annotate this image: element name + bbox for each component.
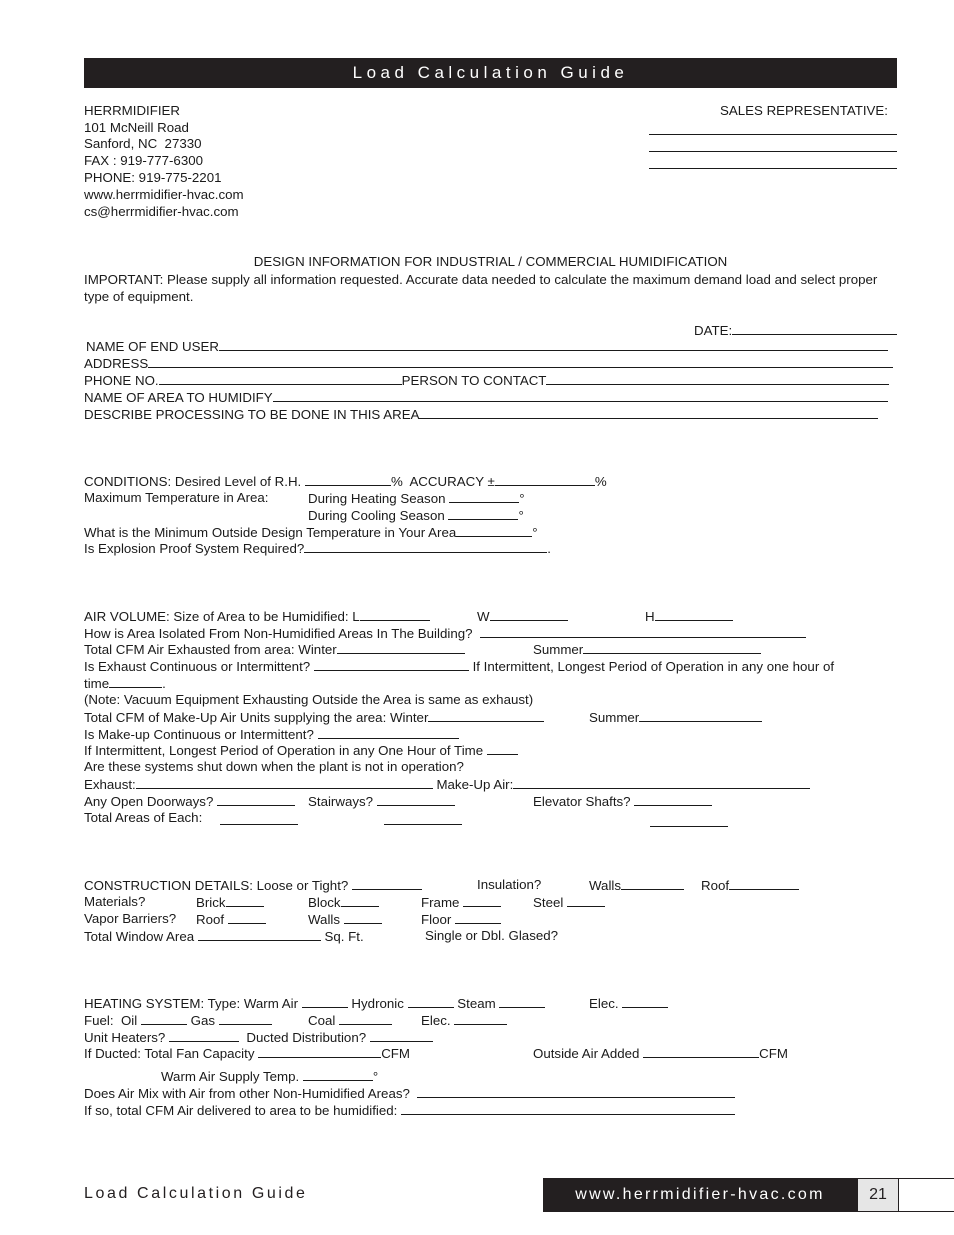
rh-row bbox=[84, 473, 607, 490]
address-field[interactable] bbox=[148, 355, 893, 368]
page-number: 21 bbox=[857, 1178, 899, 1212]
cooling-season-label: During Cooling Season bbox=[308, 508, 445, 523]
footer-title: Load Calculation Guide bbox=[84, 1185, 308, 1202]
if-intermittent2-field[interactable] bbox=[487, 742, 518, 755]
steel-row bbox=[533, 894, 605, 911]
fuel-row bbox=[84, 1012, 272, 1029]
outside-air-label: Outside Air Added bbox=[533, 1046, 640, 1061]
sales-rep-label: SALES REPRESENTATIVE: bbox=[720, 103, 888, 118]
end-user-label: NAME OF END USER bbox=[86, 339, 219, 354]
if-intermittent-label: If Intermittent, Longest Period of Operation in any one hour of bbox=[472, 659, 835, 674]
cooling-season-field[interactable] bbox=[448, 507, 518, 520]
if-so-field[interactable] bbox=[401, 1102, 735, 1115]
rh-label: CONDITIONS: Desired Level of R.H. bbox=[84, 474, 302, 489]
fuel-oil-field[interactable] bbox=[141, 1012, 187, 1025]
total-area-stairways-field[interactable] bbox=[384, 812, 462, 825]
supply-temp-field[interactable] bbox=[303, 1068, 373, 1081]
if-intermittent2-label: If Intermittent, Longest Period of Operation in any One Hour of Time bbox=[84, 743, 484, 758]
steel-label: Steel bbox=[533, 895, 564, 910]
steel-field[interactable] bbox=[567, 894, 605, 907]
exhaust-field[interactable] bbox=[136, 776, 433, 789]
vapor-walls-field[interactable] bbox=[344, 911, 382, 924]
cfm-exhausted-summer-label: Summer bbox=[533, 642, 584, 657]
insulation-label: Insulation? bbox=[477, 877, 542, 892]
footer-rule-bottom bbox=[897, 1211, 954, 1212]
fuel-coal-label: Coal bbox=[308, 1013, 336, 1028]
window-field[interactable] bbox=[198, 928, 321, 941]
insulation-walls-row bbox=[589, 877, 684, 894]
frame-row bbox=[421, 894, 501, 911]
fuel-oil-label: Fuel: Oil bbox=[84, 1013, 138, 1028]
fan-capacity-label: If Ducted: Total Fan Capacity bbox=[84, 1046, 255, 1061]
time-label: time bbox=[84, 676, 110, 691]
footer-url: www.herrmidifier-hvac.com bbox=[543, 1178, 857, 1212]
vapor-floor-field[interactable] bbox=[455, 911, 501, 924]
rh-pct: % bbox=[390, 474, 403, 489]
explosion-field[interactable] bbox=[304, 540, 547, 553]
frame-label: Frame bbox=[421, 895, 460, 910]
stairways-field[interactable] bbox=[377, 793, 455, 806]
cooling-deg: ° bbox=[518, 508, 524, 523]
fan-capacity-row bbox=[84, 1045, 410, 1062]
phone-row bbox=[84, 372, 889, 389]
makeup-continuous-field[interactable] bbox=[318, 726, 459, 739]
area-name-row bbox=[84, 389, 888, 406]
fan-capacity-field[interactable] bbox=[258, 1045, 381, 1058]
min-outside-label: What is the Minimum Outside Design Temperature in Your Area bbox=[84, 525, 457, 540]
address-label: ADDRESS bbox=[84, 356, 149, 371]
exhaust-continuous-row bbox=[84, 658, 834, 675]
doorways-field[interactable] bbox=[217, 793, 295, 806]
sales-rep-field-2[interactable] bbox=[649, 151, 897, 152]
type-elec-label: Elec. bbox=[589, 996, 619, 1011]
size-h-row bbox=[645, 608, 733, 625]
fuel-elec-field[interactable] bbox=[454, 1012, 507, 1025]
time-period: . bbox=[162, 676, 166, 691]
heating-type-row bbox=[84, 995, 545, 1012]
makeup-summer-row bbox=[589, 709, 762, 726]
elevator-label: Elevator Shafts? bbox=[533, 794, 631, 809]
explosion-row bbox=[84, 540, 551, 557]
makeup-continuous-row bbox=[84, 726, 459, 743]
materials-label: Materials? bbox=[84, 894, 146, 909]
elevator-field[interactable] bbox=[634, 793, 712, 806]
phone-field[interactable] bbox=[159, 372, 402, 385]
stairways-label: Stairways? bbox=[308, 794, 374, 809]
stairways-row bbox=[308, 793, 455, 810]
vapor-label: Vapor Barriers? bbox=[84, 911, 177, 926]
fuel-coal-field[interactable] bbox=[339, 1012, 392, 1025]
total-areas-label: Total Areas of Each: bbox=[84, 810, 203, 825]
fuel-gas-label: Gas bbox=[190, 1013, 215, 1028]
accuracy-label: ACCURACY ± bbox=[409, 474, 495, 489]
size-w-row bbox=[477, 608, 568, 625]
date-label: DATE: bbox=[694, 323, 733, 338]
area-name-field[interactable] bbox=[273, 389, 888, 402]
hydronic-label: Hydronic bbox=[351, 996, 404, 1011]
person-field[interactable] bbox=[546, 372, 889, 385]
window-label: Total Window Area bbox=[84, 929, 195, 944]
design-title: DESIGN INFORMATION FOR INDUSTRIAL / COMMERCIAL HUMIDIFICATION bbox=[253, 254, 728, 269]
makeup-winter-field[interactable] bbox=[428, 709, 544, 722]
vapor-roof-field[interactable] bbox=[228, 911, 266, 924]
exhaust-row bbox=[84, 776, 810, 793]
air-mix-row bbox=[84, 1085, 735, 1102]
doorways-row bbox=[84, 793, 295, 810]
vacuum-note: (Note: Vacuum Equipment Exhausting Outside the Area is same as exhaust) bbox=[84, 692, 534, 707]
heating-type-label: HEATING SYSTEM: Type: Warm Air bbox=[84, 996, 299, 1011]
phone-label: PHONE NO. bbox=[84, 373, 159, 388]
supply-temp-label: Warm Air Supply Temp. bbox=[161, 1069, 300, 1084]
header-title-bar: Load Calculation Guide bbox=[84, 58, 897, 88]
accuracy-field[interactable] bbox=[495, 473, 595, 486]
vapor-floor-label: Floor bbox=[421, 912, 452, 927]
heating-season-label: During Heating Season bbox=[308, 491, 446, 506]
sqft-label: Sq. Ft. bbox=[324, 929, 364, 944]
makeup-summer-field[interactable] bbox=[639, 709, 762, 722]
person-label: PERSON TO CONTACT bbox=[401, 373, 547, 388]
insulation-roof-row bbox=[701, 877, 799, 894]
size-h-label: H bbox=[645, 609, 655, 624]
date-row bbox=[694, 322, 897, 339]
rh-field[interactable] bbox=[305, 473, 391, 486]
processing-field[interactable] bbox=[419, 406, 878, 419]
insulation-walls-field[interactable] bbox=[621, 877, 684, 890]
fan-capacity-cfm: CFM bbox=[381, 1046, 410, 1061]
steam-label: Steam bbox=[457, 996, 496, 1011]
total-area-elevator-field[interactable] bbox=[650, 814, 728, 827]
company-website: www.herrmidifier-hvac.com bbox=[84, 187, 244, 202]
heating-season-row bbox=[308, 490, 525, 507]
makeup-air-label: Make-Up Air: bbox=[436, 777, 514, 792]
loose-tight-row bbox=[84, 877, 422, 894]
cfm-exhausted-summer-field[interactable] bbox=[583, 641, 761, 654]
glased-label: Single or Dbl. Glased? bbox=[425, 928, 559, 943]
heating-deg: ° bbox=[519, 491, 525, 506]
end-user-field[interactable] bbox=[219, 338, 888, 351]
end-user-row bbox=[86, 338, 888, 355]
accuracy-pct: % bbox=[594, 474, 607, 489]
cfm-exhausted-summer-row bbox=[533, 641, 761, 658]
company-city: Sanford, NC 27330 bbox=[84, 136, 202, 151]
isolated-label: How is Area Isolated From Non-Humidified Areas In The Building? bbox=[84, 626, 473, 641]
air-mix-label: Does Air Mix with Air from other Non-Humidified Areas? bbox=[84, 1086, 410, 1101]
size-l-field[interactable] bbox=[360, 608, 430, 621]
size-row bbox=[84, 608, 430, 625]
size-h-field[interactable] bbox=[655, 608, 733, 621]
hydronic-field[interactable] bbox=[408, 995, 454, 1008]
size-l-label: AIR VOLUME: Size of Area to be Humidified: L bbox=[84, 609, 360, 624]
size-w-field[interactable] bbox=[490, 608, 568, 621]
frame-field[interactable] bbox=[463, 894, 501, 907]
outside-air-row bbox=[533, 1045, 788, 1062]
loose-tight-field[interactable] bbox=[352, 877, 422, 890]
warm-air-field[interactable] bbox=[302, 995, 348, 1008]
makeup-air-field[interactable] bbox=[513, 776, 810, 789]
isolated-row bbox=[84, 625, 806, 642]
unit-heaters-field[interactable] bbox=[169, 1029, 239, 1042]
explosion-label: Is Explosion Proof System Required? bbox=[84, 541, 305, 556]
makeup-units-label: Total CFM of Make-Up Air Units supplying the area: Winter bbox=[84, 710, 429, 725]
heating-season-field[interactable] bbox=[449, 490, 519, 503]
shutdown-question: Are these systems shut down when the plant is not in operation? bbox=[84, 759, 464, 774]
exhaust-label: Exhaust: bbox=[84, 777, 136, 792]
steam-field[interactable] bbox=[499, 995, 545, 1008]
min-outside-deg: ° bbox=[532, 525, 538, 540]
block-label: Block bbox=[308, 895, 341, 910]
supply-temp-deg: ° bbox=[372, 1069, 379, 1084]
min-outside-field[interactable] bbox=[456, 524, 532, 537]
time-row bbox=[84, 675, 166, 692]
area-name-label: NAME OF AREA TO HUMIDIFY bbox=[84, 390, 273, 405]
company-phone: PHONE: 919-775-2201 bbox=[84, 170, 222, 185]
ducted-label: Ducted Distribution? bbox=[246, 1030, 367, 1045]
makeup-summer-label: Summer bbox=[589, 710, 640, 725]
max-temp-label: Maximum Temperature in Area: bbox=[84, 490, 269, 505]
vapor-walls-row bbox=[308, 911, 382, 928]
time-field[interactable] bbox=[109, 675, 162, 688]
insulation-roof-field[interactable] bbox=[729, 877, 799, 890]
fuel-elec-label: Elec. bbox=[421, 1013, 451, 1028]
fuel-coal-row bbox=[308, 1012, 392, 1029]
exhaust-continuous-field[interactable] bbox=[314, 658, 469, 671]
cfm-exhausted-winter-field[interactable] bbox=[337, 641, 465, 654]
brick-field[interactable] bbox=[226, 894, 264, 907]
company-street: 101 McNeill Road bbox=[84, 120, 189, 135]
loose-tight-label: CONSTRUCTION DETAILS: Loose or Tight? bbox=[84, 878, 349, 893]
footer-rule-top bbox=[897, 1178, 954, 1179]
date-field[interactable] bbox=[732, 322, 897, 335]
processing-row bbox=[84, 406, 878, 423]
outside-air-field[interactable] bbox=[643, 1045, 759, 1058]
total-area-doorways-field[interactable] bbox=[220, 812, 298, 825]
type-elec-row bbox=[589, 995, 668, 1012]
brick-label: Brick bbox=[196, 895, 226, 910]
if-so-row bbox=[84, 1102, 735, 1119]
air-mix-field[interactable] bbox=[417, 1085, 735, 1098]
sales-rep-field-1[interactable] bbox=[649, 134, 897, 135]
isolated-field[interactable] bbox=[480, 625, 806, 638]
min-outside-row bbox=[84, 524, 538, 541]
size-w-label: W bbox=[477, 609, 490, 624]
unit-heaters-row bbox=[84, 1029, 433, 1046]
type-elec-field[interactable] bbox=[622, 995, 668, 1008]
address-row bbox=[84, 355, 893, 372]
brick-row bbox=[196, 894, 264, 911]
fuel-elec-row bbox=[421, 1012, 507, 1029]
fuel-gas-field[interactable] bbox=[219, 1012, 272, 1025]
if-so-label: If so, total CFM Air delivered to area to be humidified: bbox=[84, 1103, 398, 1118]
vapor-roof-label: Roof bbox=[196, 912, 225, 927]
company-email: cs@herrmidifier-hvac.com bbox=[84, 204, 239, 219]
cooling-season-row bbox=[308, 507, 524, 524]
insulation-walls-label: Walls bbox=[589, 878, 622, 893]
cfm-exhausted-label: Total CFM Air Exhausted from area: Winter bbox=[84, 642, 337, 657]
cfm-exhausted-row bbox=[84, 641, 465, 658]
vapor-walls-label: Walls bbox=[308, 912, 341, 927]
vapor-roof-row bbox=[196, 911, 266, 928]
elevator-row bbox=[533, 793, 712, 810]
block-field[interactable] bbox=[341, 894, 379, 907]
unit-heaters-label: Unit Heaters? bbox=[84, 1030, 166, 1045]
block-row bbox=[308, 894, 379, 911]
window-row bbox=[84, 928, 364, 945]
supply-temp-row bbox=[161, 1068, 378, 1085]
processing-label: DESCRIBE PROCESSING TO BE DONE IN THIS AREA bbox=[84, 407, 420, 422]
company-name: HERRMIDIFIER bbox=[84, 103, 181, 118]
ducted-field[interactable] bbox=[370, 1029, 433, 1042]
makeup-continuous-label: Is Make-up Continuous or Intermittent? bbox=[84, 727, 314, 742]
doorways-label: Any Open Doorways? bbox=[84, 794, 214, 809]
company-fax: FAX : 919-777-6300 bbox=[84, 153, 204, 168]
vapor-floor-row bbox=[421, 911, 501, 928]
important-notice: IMPORTANT: Please supply all information requested. Accurate data needed to calculate the maximum demand load and select proper type of equipment. bbox=[84, 272, 878, 304]
sales-rep-field-3[interactable] bbox=[649, 168, 897, 169]
if-intermittent2-row bbox=[84, 742, 518, 759]
makeup-units-row bbox=[84, 709, 544, 726]
exhaust-continuous-label: Is Exhaust Continuous or Intermittent? bbox=[84, 659, 311, 674]
outside-air-cfm: CFM bbox=[759, 1046, 788, 1061]
explosion-period: . bbox=[547, 541, 551, 556]
insulation-roof-label: Roof bbox=[701, 878, 730, 893]
